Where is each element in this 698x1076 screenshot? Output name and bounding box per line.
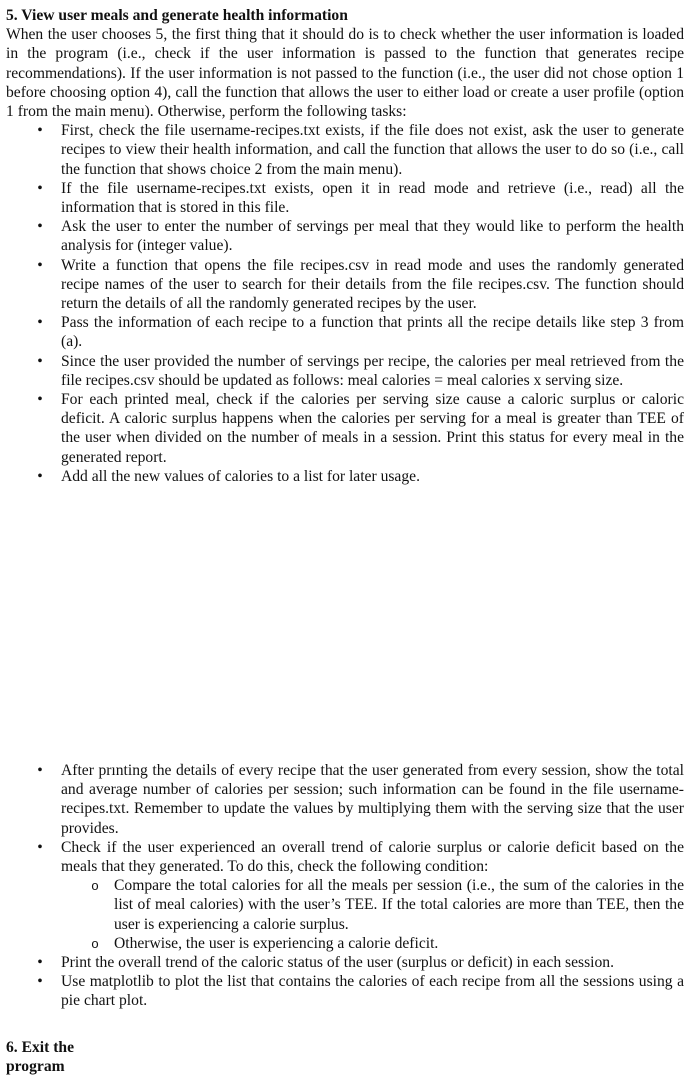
bullet-icon: • xyxy=(37,179,43,197)
list-item xyxy=(6,121,684,179)
list-item-text: For each printed meal, check if the calories per serving size cause a caloric surplus or caloric deficit. A caloric surplus happens when the calories per serving for a meal is greater than TEE of the user when divided on the number of meals in a session. Print this status for every meal in the generated report. xyxy=(61,391,684,466)
section-5-continued xyxy=(6,761,684,1011)
task-list xyxy=(6,121,684,486)
list-item-text: If the file username-recipes.txt exists, open it in read mode and retrieve (i.e., read) all the information that is stored in this file. xyxy=(61,179,684,217)
task-list-continued xyxy=(6,761,684,1011)
bullet-icon: • xyxy=(37,467,43,485)
list-item xyxy=(6,179,684,217)
list-item-text: Print the overall trend of the caloric status of the user (surplus or deficit) in each session. xyxy=(61,954,614,972)
bullet-icon: • xyxy=(37,352,43,370)
list-item-text: Pass the information of each recipe to a function that prints all the recipe details like step 3 from (a). xyxy=(61,314,684,351)
bullet-icon: • xyxy=(37,391,43,409)
sub-list xyxy=(61,876,684,953)
next-section-heading: 6. Exit the program xyxy=(6,1039,75,1075)
sub-list-item-text: Compare the total calories for all the meals per session (i.e., the sum of the calories in the list of meal calories) with the user’s TEE. If the total calories are more than TEE, then the user is experiencing a calorie surplus. xyxy=(114,877,684,933)
list-item-text: Use matplotlib to plot the list that contains the calories of each recipe from all the sessions using a pie chart plot. xyxy=(61,973,684,1010)
section-heading: 5. View user meals and generate health information xyxy=(6,7,348,24)
list-item-text: First, check the file username-recipes.txt exists, if the file does not exist, ask the user to generate recipes to view their health information, and call the function that allows the user to do so (i.e., call the function that shows choice 2 from the main menu). xyxy=(61,122,684,178)
list-item xyxy=(6,390,684,467)
bullet-icon: • xyxy=(37,838,43,856)
list-item xyxy=(6,761,684,838)
bullet-icon: • xyxy=(37,256,43,274)
intro-paragraph: When the user chooses 5, the first thing that it should do is to check whether the user information is loaded in the program (i.e., check if the user information is passed to the function that generates recipe recommendations). If the user information is not passed to the function (i.e., the user did not chose option 1 before choosing option 4), call the function that allows the user to either load or create a user profile (option 1 from the main menu). Otherwise, perform the following tasks: xyxy=(6,26,684,121)
list-item-text: Write a function that opens the file recipes.csv in read mode and uses the randomly generated recipe names of the user to search for their details from the file recipes.csv. The function should return the details of all the randomly generated recipes by the user. xyxy=(61,256,684,313)
list-item xyxy=(6,953,684,972)
sub-list-item xyxy=(59,876,684,934)
sub-list-item xyxy=(59,934,684,953)
next-section-heading-cut-off xyxy=(6,1038,96,1075)
bullet-icon: • xyxy=(37,954,43,972)
list-item xyxy=(6,838,684,953)
bullet-icon: • xyxy=(37,314,43,332)
section-5 xyxy=(6,6,684,486)
list-item-text: Since the user provided the number of servings per recipe, the calories per meal retrieved from the file recipes.csv should be updated as follows: meal calories = meal calories x serving size. xyxy=(61,352,684,389)
bullet-icon: • xyxy=(37,122,43,140)
list-item-text: After prınting the details of every recipe that the user generated from every session, show the total and average number of calories per session; such information can be found in the file username-recipes.txt. Remember to update the values by multiplying them with the serving size that the user provides. xyxy=(61,762,684,837)
hollow-bullet-icon: o xyxy=(91,935,99,951)
bullet-icon: • xyxy=(37,762,43,779)
list-item xyxy=(6,467,684,486)
list-item-text: Ask the user to enter the number of servings per meal that they would like to perform the health analysis for (integer value). xyxy=(61,218,684,255)
list-item xyxy=(6,313,684,351)
bullet-icon: • xyxy=(37,218,43,236)
list-item xyxy=(6,352,684,390)
sub-list-item-text: Otherwise, the user is experiencing a calorie deficit. xyxy=(114,934,439,952)
list-item-text: Add all the new values of calories to a list for later usage. xyxy=(61,467,420,485)
list-item-text: Check if the user experienced an overall trend of calorie surplus or calorie deficit based on the meals that they generated. To do this, check the following condition: xyxy=(61,838,684,876)
list-item xyxy=(6,972,684,1010)
hollow-bullet-icon: o xyxy=(91,878,99,894)
bullet-icon: • xyxy=(37,973,43,991)
list-item xyxy=(6,217,684,255)
list-item xyxy=(6,256,684,314)
